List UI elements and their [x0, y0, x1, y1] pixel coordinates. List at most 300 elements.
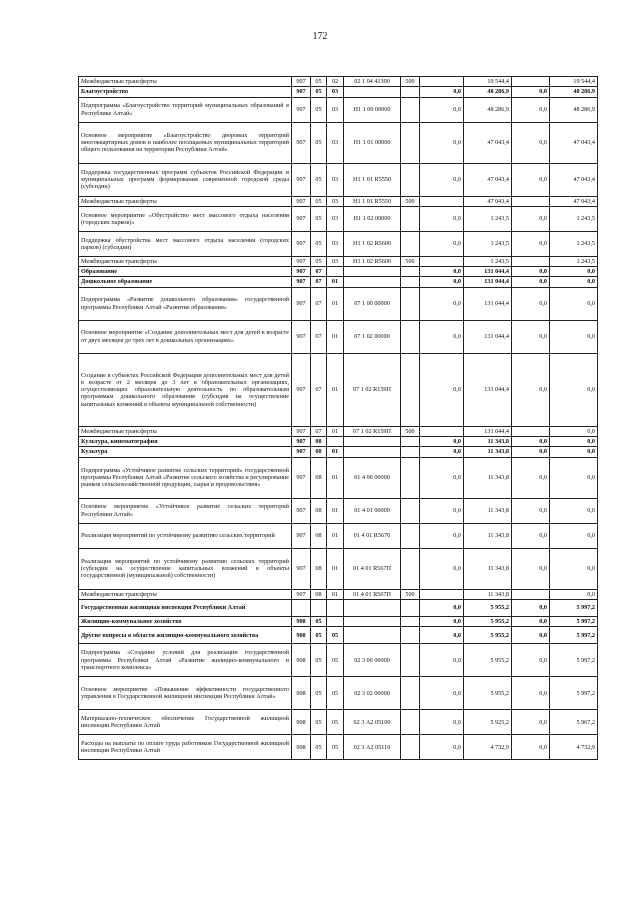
table-row	[79, 548, 598, 589]
row-subsection-code: 05	[327, 710, 344, 735]
row-amount-4: 47 043,4	[550, 196, 598, 206]
row-amount-2: 131 044,4	[464, 277, 512, 287]
table-row	[79, 287, 598, 320]
row-section-code: 05	[311, 196, 327, 206]
row-amount-3: 0,0	[512, 457, 550, 498]
row-grbs-code: 907	[292, 267, 311, 277]
row-expense-type-code	[401, 548, 420, 589]
row-section-code: 08	[311, 523, 327, 548]
row-description: Реализация мероприятий по устойчивому развитию сельских территорий (субсидии на осуществление капитальных вложений в объекты государственной (муниципальной) собственности)	[79, 548, 292, 589]
table-row	[79, 353, 598, 426]
row-amount-3: 0,0	[512, 437, 550, 447]
row-amount-4: 5 967,2	[550, 710, 598, 735]
row-amount-3: 0,0	[512, 616, 550, 626]
row-expense-type-code	[401, 710, 420, 735]
row-amount-1: 0,0	[420, 548, 464, 589]
row-target-code	[344, 616, 401, 626]
row-amount-1	[420, 426, 464, 436]
row-subsection-code: 01	[327, 498, 344, 523]
row-description: Межбюджетные трансферты	[79, 77, 292, 87]
row-section-code: 05	[311, 644, 327, 677]
row-amount-2: 131 044,4	[464, 287, 512, 320]
row-amount-2: 47 043,4	[464, 163, 512, 196]
row-expense-type-code: 500	[401, 77, 420, 87]
row-amount-2: 5 955,2	[464, 677, 512, 710]
row-description: Основное мероприятие «Благоустройство дворовых территорий многоквартирных домов и наиболее посещаемых муниципальных территорий общего пользования на территории Республики Алтай»	[79, 122, 292, 163]
table-row	[79, 498, 598, 523]
row-expense-type-code	[401, 320, 420, 353]
row-description: Благоустройство	[79, 87, 292, 97]
table-row	[79, 122, 598, 163]
row-subsection-code: 05	[327, 627, 344, 644]
table-row	[79, 627, 598, 644]
row-expense-type-code	[401, 97, 420, 122]
row-amount-2: 4 732,9	[464, 735, 512, 760]
row-subsection-code: 03	[327, 196, 344, 206]
table-row	[79, 523, 598, 548]
row-expense-type-code	[401, 122, 420, 163]
row-amount-1: 0,0	[420, 163, 464, 196]
row-section-code: 05	[311, 87, 327, 97]
row-target-code: Н1 1 02 R5600	[344, 256, 401, 266]
row-amount-2: 11 343,8	[464, 523, 512, 548]
row-grbs-code: 907	[292, 277, 311, 287]
row-expense-type-code	[401, 523, 420, 548]
row-target-code	[344, 437, 401, 447]
row-amount-1: 0,0	[420, 277, 464, 287]
row-target-code: 02 3 02 00000	[344, 677, 401, 710]
row-amount-2: 5 955,2	[464, 644, 512, 677]
row-target-code: 02 1 04 41300	[344, 77, 401, 87]
row-grbs-code: 907	[292, 320, 311, 353]
row-amount-2: 48 286,9	[464, 97, 512, 122]
row-amount-2: 47 043,4	[464, 122, 512, 163]
table-row	[79, 206, 598, 231]
row-subsection-code: 01	[327, 548, 344, 589]
row-amount-2: 47 043,4	[464, 196, 512, 206]
row-amount-1: 0,0	[420, 644, 464, 677]
row-target-code: 07 1 02 R159П	[344, 426, 401, 436]
row-target-code: 02 3 А2 05100	[344, 710, 401, 735]
row-grbs-code: 907	[292, 457, 311, 498]
row-description: Межбюджетные трансферты	[79, 196, 292, 206]
table-body	[79, 77, 598, 760]
row-amount-2: 131 044,4	[464, 426, 512, 436]
row-expense-type-code	[401, 437, 420, 447]
row-amount-3: 0,0	[512, 735, 550, 760]
row-description: Культура, кинематография	[79, 437, 292, 447]
row-section-code: 07	[311, 267, 327, 277]
row-subsection-code: 05	[327, 644, 344, 677]
row-subsection-code: 05	[327, 735, 344, 760]
row-subsection-code: 03	[327, 206, 344, 231]
row-section-code: 05	[311, 231, 327, 256]
row-subsection-code	[327, 599, 344, 616]
row-amount-4: 0,0	[550, 426, 598, 436]
row-description: Основное мероприятие «Устойчивое развитие сельских территорий Республики Алтай»	[79, 498, 292, 523]
row-description: Жилищно-коммунальное хозяйство	[79, 616, 292, 626]
row-amount-1: 0,0	[420, 710, 464, 735]
row-amount-4: 5 997,2	[550, 644, 598, 677]
row-section-code: 05	[311, 735, 327, 760]
row-amount-2: 11 343,8	[464, 498, 512, 523]
row-amount-4: 48 286,9	[550, 87, 598, 97]
row-expense-type-code	[401, 353, 420, 426]
row-description: Образование	[79, 267, 292, 277]
row-amount-3: 0,0	[512, 122, 550, 163]
row-subsection-code: 03	[327, 163, 344, 196]
row-grbs-code: 908	[292, 710, 311, 735]
row-expense-type-code	[401, 231, 420, 256]
row-amount-4: 5 997,2	[550, 627, 598, 644]
row-amount-4: 1 243,5	[550, 256, 598, 266]
row-amount-4: 0,0	[550, 498, 598, 523]
row-target-code: 07 1 02 R159П	[344, 353, 401, 426]
row-target-code: 01 4 00 00000	[344, 457, 401, 498]
row-section-code: 05	[311, 122, 327, 163]
table-row	[79, 163, 598, 196]
row-grbs-code: 908	[292, 644, 311, 677]
row-amount-1: 0,0	[420, 122, 464, 163]
row-target-code: 01 4 01 R5670	[344, 523, 401, 548]
row-target-code	[344, 627, 401, 644]
row-section-code: 07	[311, 320, 327, 353]
row-amount-4: 0,0	[550, 353, 598, 426]
row-subsection-code: 03	[327, 256, 344, 266]
row-amount-3	[512, 77, 550, 87]
row-section-code: 07	[311, 287, 327, 320]
row-description: Создание в субъектах Российской Федерации дополнительных мест для детей в возрасте от 2 месяцев до 3 лет в образовательных организациях, осуществляющих образовательную деятельность по образовательным программам дошкольного образования (субсидия на осуществление капитальных вложений в объекты муниципальной собственности)	[79, 353, 292, 426]
row-expense-type-code	[401, 206, 420, 231]
row-amount-2: 5 925,2	[464, 710, 512, 735]
row-description: Поддержка обустройства мест массового отдыха населения (городских парков) (субсидии)	[79, 231, 292, 256]
table-row	[79, 77, 598, 87]
row-amount-4: 1 243,5	[550, 206, 598, 231]
row-grbs-code: 907	[292, 231, 311, 256]
row-target-code	[344, 447, 401, 457]
budget-table	[78, 76, 598, 760]
row-expense-type-code	[401, 644, 420, 677]
row-description: Подпрограмма «Благоустройство территорий муниципальных образований в Республике Алтай»	[79, 97, 292, 122]
row-amount-4: 4 732,9	[550, 735, 598, 760]
row-amount-4: 0,0	[550, 437, 598, 447]
row-expense-type-code	[401, 677, 420, 710]
row-amount-2: 5 955,2	[464, 616, 512, 626]
table-row	[79, 87, 598, 97]
row-target-code: 01 4 01 00000	[344, 498, 401, 523]
row-amount-1: 0,0	[420, 287, 464, 320]
row-grbs-code: 907	[292, 256, 311, 266]
row-amount-2: 1 243,5	[464, 206, 512, 231]
row-grbs-code: 907	[292, 426, 311, 436]
row-subsection-code: 03	[327, 87, 344, 97]
table-row	[79, 457, 598, 498]
row-amount-3: 0,0	[512, 447, 550, 457]
row-expense-type-code	[401, 163, 420, 196]
row-subsection-code: 03	[327, 231, 344, 256]
row-amount-1: 0,0	[420, 231, 464, 256]
row-subsection-code: 01	[327, 426, 344, 436]
row-amount-1	[420, 196, 464, 206]
row-section-code	[311, 599, 327, 616]
row-section-code: 05	[311, 206, 327, 231]
row-section-code: 08	[311, 589, 327, 599]
table-row	[79, 616, 598, 626]
row-subsection-code: 01	[327, 320, 344, 353]
row-section-code: 07	[311, 277, 327, 287]
row-description: Государственная жилищная инспекция Республики Алтай	[79, 599, 292, 616]
row-section-code: 07	[311, 353, 327, 426]
row-subsection-code: 01	[327, 457, 344, 498]
row-grbs-code: 907	[292, 523, 311, 548]
row-amount-2: 11 343,8	[464, 457, 512, 498]
row-amount-3: 0,0	[512, 548, 550, 589]
row-amount-4: 5 997,2	[550, 616, 598, 626]
row-description: Подпрограмма «Создание условий для реализации государственной программы Республики Алтай «Развитие жилищно-коммунального и транспортного комплекса»	[79, 644, 292, 677]
row-amount-1: 0,0	[420, 523, 464, 548]
row-amount-4: 0,0	[550, 320, 598, 353]
row-expense-type-code	[401, 627, 420, 644]
row-amount-3: 0,0	[512, 277, 550, 287]
row-amount-1: 0,0	[420, 498, 464, 523]
row-amount-4: 0,0	[550, 287, 598, 320]
row-section-code: 08	[311, 447, 327, 457]
row-amount-4: 48 286,9	[550, 97, 598, 122]
row-description: Основное мероприятие «Обустройство мест массового отдыха населения (городских парков)»	[79, 206, 292, 231]
row-amount-4: 0,0	[550, 548, 598, 589]
row-amount-3: 0,0	[512, 87, 550, 97]
table-row	[79, 677, 598, 710]
row-amount-3: 0,0	[512, 677, 550, 710]
row-amount-1: 0,0	[420, 457, 464, 498]
row-grbs-code: 908	[292, 677, 311, 710]
table-row	[79, 437, 598, 447]
table-row	[79, 320, 598, 353]
row-grbs-code: 907	[292, 589, 311, 599]
row-expense-type-code	[401, 457, 420, 498]
row-amount-2: 1 243,5	[464, 256, 512, 266]
row-amount-3	[512, 589, 550, 599]
row-description: Поддержка государственных программ субъектов Российской Федерации и муниципальных программ формирования современной городской среды (субсидии)	[79, 163, 292, 196]
row-subsection-code	[327, 267, 344, 277]
row-section-code: 08	[311, 498, 327, 523]
row-grbs-code: 907	[292, 353, 311, 426]
row-target-code	[344, 277, 401, 287]
row-expense-type-code	[401, 498, 420, 523]
row-amount-4: 0,0	[550, 447, 598, 457]
row-subsection-code: 01	[327, 589, 344, 599]
table-row	[79, 97, 598, 122]
row-subsection-code: 03	[327, 122, 344, 163]
table-row	[79, 277, 598, 287]
row-amount-3: 0,0	[512, 97, 550, 122]
row-amount-1: 0,0	[420, 447, 464, 457]
row-amount-3	[512, 426, 550, 436]
row-amount-3: 0,0	[512, 710, 550, 735]
row-section-code: 05	[311, 677, 327, 710]
table-row	[79, 426, 598, 436]
row-amount-2: 131 044,4	[464, 320, 512, 353]
table-row	[79, 231, 598, 256]
table-row	[79, 589, 598, 599]
row-amount-2: 131 044,4	[464, 353, 512, 426]
row-expense-type-code	[401, 287, 420, 320]
row-section-code: 05	[311, 616, 327, 626]
row-amount-3: 0,0	[512, 627, 550, 644]
row-amount-1: 0,0	[420, 267, 464, 277]
row-amount-2: 48 286,9	[464, 87, 512, 97]
row-subsection-code	[327, 616, 344, 626]
row-grbs-code: 907	[292, 163, 311, 196]
row-amount-4: 0,0	[550, 523, 598, 548]
row-expense-type-code	[401, 447, 420, 457]
row-section-code: 05	[311, 97, 327, 122]
row-amount-4: 0,0	[550, 267, 598, 277]
row-description: Подпрограмма «Устойчивое развитие сельских территорий» государственной программы Республики Алтай «Развитие сельского хозяйства и регулирование рынков сельскохозяйственной продукции, сырья и продовольствия»	[79, 457, 292, 498]
row-target-code	[344, 267, 401, 277]
row-amount-2: 5 955,2	[464, 627, 512, 644]
row-subsection-code: 05	[327, 677, 344, 710]
row-amount-4: 19 544,4	[550, 77, 598, 87]
row-amount-1: 0,0	[420, 616, 464, 626]
table-row	[79, 196, 598, 206]
row-target-code: 07 1 00 00000	[344, 287, 401, 320]
row-grbs-code: 907	[292, 437, 311, 447]
row-target-code	[344, 599, 401, 616]
row-grbs-code: 907	[292, 77, 311, 87]
row-target-code: Н1 1 01 R5550	[344, 196, 401, 206]
row-target-code: 02 3 А2 05110	[344, 735, 401, 760]
row-expense-type-code: 500	[401, 256, 420, 266]
table-row	[79, 710, 598, 735]
row-description: Реализация мероприятий по устойчивому развитию сельских территорий	[79, 523, 292, 548]
row-amount-1: 0,0	[420, 677, 464, 710]
row-subsection-code: 01	[327, 447, 344, 457]
row-amount-2: 131 044,4	[464, 267, 512, 277]
row-amount-3: 0,0	[512, 287, 550, 320]
row-section-code: 08	[311, 457, 327, 498]
row-amount-4: 5 997,2	[550, 677, 598, 710]
row-section-code: 08	[311, 437, 327, 447]
row-amount-3: 0,0	[512, 206, 550, 231]
row-section-code: 08	[311, 548, 327, 589]
row-amount-3	[512, 196, 550, 206]
row-amount-3: 0,0	[512, 231, 550, 256]
row-amount-3: 0,0	[512, 320, 550, 353]
row-description: Расходы на выплаты по оплате труда работников Государственной жилищной инспекции Республики Алтай	[79, 735, 292, 760]
row-amount-2: 11 343,8	[464, 548, 512, 589]
row-description: Материально-техническое обеспечение Государственной жилищной инспекции Республики Алтай	[79, 710, 292, 735]
table-row	[79, 267, 598, 277]
row-expense-type-code: 500	[401, 589, 420, 599]
row-amount-3: 0,0	[512, 523, 550, 548]
row-target-code: Н1 1 00 00000	[344, 97, 401, 122]
table-row	[79, 644, 598, 677]
table-row	[79, 256, 598, 266]
row-description: Подпрограмма «Развитие дошкольного образования» государственной программы Республики Алтай «Развитие образования»	[79, 287, 292, 320]
row-amount-1: 0,0	[420, 97, 464, 122]
row-amount-1: 0,0	[420, 353, 464, 426]
row-target-code: Н1 1 02 R5600	[344, 231, 401, 256]
row-amount-4: 0,0	[550, 277, 598, 287]
table-row	[79, 447, 598, 457]
row-amount-2: 19 544,4	[464, 77, 512, 87]
row-grbs-code: 907	[292, 206, 311, 231]
page-number: 172	[312, 31, 328, 42]
row-expense-type-code	[401, 87, 420, 97]
row-subsection-code	[327, 437, 344, 447]
row-expense-type-code	[401, 267, 420, 277]
row-target-code: Н1 1 01 00000	[344, 122, 401, 163]
row-amount-1: 0,0	[420, 627, 464, 644]
row-amount-2: 11 343,8	[464, 447, 512, 457]
row-expense-type-code	[401, 599, 420, 616]
row-subsection-code: 03	[327, 97, 344, 122]
row-amount-3: 0,0	[512, 353, 550, 426]
row-grbs-code: 907	[292, 122, 311, 163]
row-amount-1: 0,0	[420, 735, 464, 760]
row-subsection-code: 01	[327, 277, 344, 287]
row-amount-1	[420, 77, 464, 87]
row-amount-4: 0,0	[550, 457, 598, 498]
row-amount-2: 11 343,8	[464, 589, 512, 599]
row-subsection-code: 01	[327, 287, 344, 320]
row-grbs-code: 907	[292, 548, 311, 589]
row-grbs-code: 908	[292, 616, 311, 626]
row-amount-3: 0,0	[512, 267, 550, 277]
row-amount-4: 1 243,5	[550, 231, 598, 256]
row-grbs-code: 907	[292, 498, 311, 523]
row-expense-type-code: 500	[401, 426, 420, 436]
row-subsection-code: 02	[327, 77, 344, 87]
row-amount-4: 0,0	[550, 589, 598, 599]
row-description: Другие вопросы в области жилищно-коммунального хозяйства	[79, 627, 292, 644]
row-amount-3: 0,0	[512, 163, 550, 196]
row-amount-3: 0,0	[512, 498, 550, 523]
row-amount-4: 5 997,2	[550, 599, 598, 616]
row-amount-1: 0,0	[420, 320, 464, 353]
row-amount-1	[420, 256, 464, 266]
row-grbs-code	[292, 599, 311, 616]
row-target-code: 01 4 01 R567П	[344, 589, 401, 599]
row-amount-3: 0,0	[512, 599, 550, 616]
row-amount-3: 0,0	[512, 644, 550, 677]
row-grbs-code: 907	[292, 287, 311, 320]
row-amount-4: 47 043,4	[550, 163, 598, 196]
row-target-code: 07 1 02 00000	[344, 320, 401, 353]
row-section-code: 07	[311, 426, 327, 436]
row-expense-type-code	[401, 616, 420, 626]
row-section-code: 05	[311, 163, 327, 196]
row-grbs-code: 908	[292, 627, 311, 644]
row-expense-type-code: 500	[401, 196, 420, 206]
row-section-code: 05	[311, 710, 327, 735]
row-amount-2: 5 955,2	[464, 599, 512, 616]
row-description: Межбюджетные трансферты	[79, 256, 292, 266]
row-amount-1: 0,0	[420, 87, 464, 97]
row-amount-2: 11 343,8	[464, 437, 512, 447]
row-target-code: Н1 1 02 00000	[344, 206, 401, 231]
row-amount-2: 1 243,5	[464, 231, 512, 256]
row-description: Основное мероприятие «Повышение эффективности государственного управления в Государственной жилищной инспекции Республики Алтай»	[79, 677, 292, 710]
row-grbs-code: 907	[292, 447, 311, 457]
row-target-code: 02 3 00 00000	[344, 644, 401, 677]
row-grbs-code: 907	[292, 97, 311, 122]
row-amount-4: 47 043,4	[550, 122, 598, 163]
row-description: Дошкольное образование	[79, 277, 292, 287]
row-description: Межбюджетные трансферты	[79, 426, 292, 436]
row-description: Межбюджетные трансферты	[79, 589, 292, 599]
